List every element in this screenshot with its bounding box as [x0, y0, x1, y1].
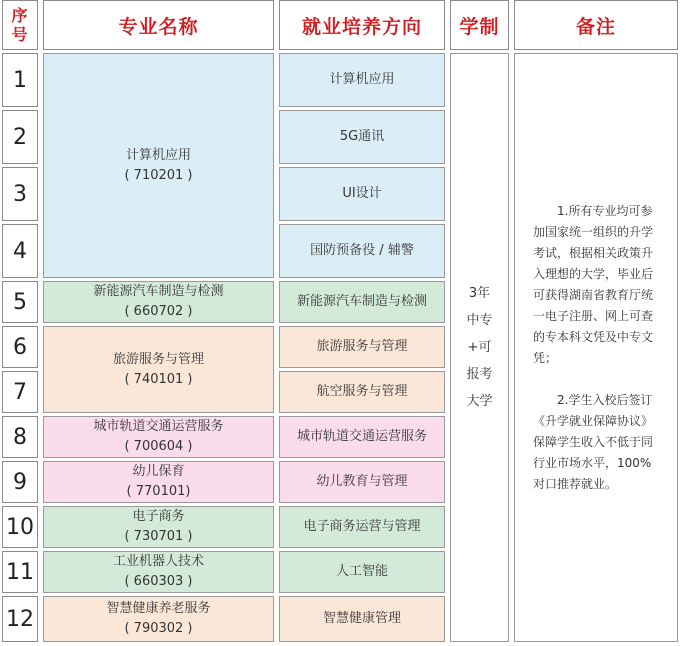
header-remarks: 备注 [514, 0, 678, 50]
duration-cell [450, 53, 509, 642]
header-major: 专业名称 [43, 0, 274, 50]
direction-cell: 城市轨道交通运营服务 [279, 416, 445, 458]
direction-cell: 人工智能 [279, 551, 445, 593]
row-number: 10 [2, 506, 38, 548]
direction-cell: 航空服务与管理 [279, 371, 445, 413]
direction-cell: 电子商务运营与管理 [279, 506, 445, 548]
remarks-paragraph-1 [533, 201, 659, 369]
row-number: 5 [2, 281, 38, 323]
header-index [2, 0, 38, 50]
major-name: 城市轨道交通运营服务 [93, 419, 224, 434]
major-cell [43, 461, 274, 503]
major-name: 幼儿保育 [132, 464, 185, 479]
major-name: 电子商务 [132, 509, 185, 524]
major-code: ( 770101) [126, 484, 191, 499]
duration-line: 中专 [466, 313, 493, 328]
direction-cell: 5G通讯 [279, 110, 445, 164]
row-number: 1 [2, 53, 38, 107]
duration-line: 大学 [466, 394, 493, 409]
row-number: 6 [2, 326, 38, 368]
row-number: 7 [2, 371, 38, 413]
major-cell [43, 596, 274, 642]
duration-line: 报考 [466, 367, 493, 382]
duration-line: 3年 [468, 286, 491, 301]
header-index-line2: 号 [11, 25, 29, 44]
major-name: 工业机器人技术 [112, 554, 204, 569]
major-cell [43, 326, 274, 413]
direction-cell: 幼儿教育与管理 [279, 461, 445, 503]
major-cell [43, 281, 274, 323]
major-name: 智慧健康养老服务 [106, 601, 211, 616]
major-code: ( 710201 ) [124, 167, 193, 183]
major-cell [43, 506, 274, 548]
remarks-paragraph-2 [533, 390, 659, 495]
direction-cell: 计算机应用 [279, 53, 445, 107]
header-index-line1: 序 [11, 6, 29, 25]
remarks-text-2: 2.学生入校后签订《升学就业保障协议》 保障学生收入不低于同行业市场水平，100%对口推荐就业。 [533, 392, 654, 491]
remarks-cell [514, 53, 678, 642]
direction-cell: UI设计 [279, 167, 445, 221]
row-number: 9 [2, 461, 38, 503]
header-direction: 就业培养方向 [279, 0, 445, 50]
row-number: 2 [2, 110, 38, 164]
header-duration: 学制 [450, 0, 509, 50]
major-code: ( 730701 ) [124, 529, 193, 544]
row-number: 12 [2, 596, 38, 642]
row-number: 3 [2, 167, 38, 221]
row-number: 8 [2, 416, 38, 458]
row-number: 11 [2, 551, 38, 593]
major-cell [43, 416, 274, 458]
direction-cell: 国防预备役 / 辅警 [279, 224, 445, 278]
major-code: ( 660303 ) [124, 574, 193, 589]
direction-cell: 智慧健康管理 [279, 596, 445, 642]
major-name: 旅游服务与管理 [112, 351, 204, 367]
major-cell [43, 53, 274, 278]
major-name: 计算机应用 [125, 147, 191, 163]
duration-line: +可 [467, 340, 492, 355]
major-code: ( 700604 ) [124, 439, 193, 454]
major-name: 新能源汽车制造与检测 [93, 284, 224, 299]
direction-cell: 旅游服务与管理 [279, 326, 445, 368]
row-number: 4 [2, 224, 38, 278]
major-code: ( 790302 ) [124, 621, 193, 636]
major-cell [43, 551, 274, 593]
remarks-text-1: 1.所有专业均可参加国家统一组织的升学考试，根据相关政策升入理想的大学，毕业后可获得湖南省教育厅统一电子注册、网上可查的专本科文凭及中专文凭； [533, 203, 654, 365]
major-code: ( 660702 ) [124, 304, 193, 319]
major-code: ( 740101 ) [124, 371, 193, 387]
direction-cell: 新能源汽车制造与检测 [279, 281, 445, 323]
